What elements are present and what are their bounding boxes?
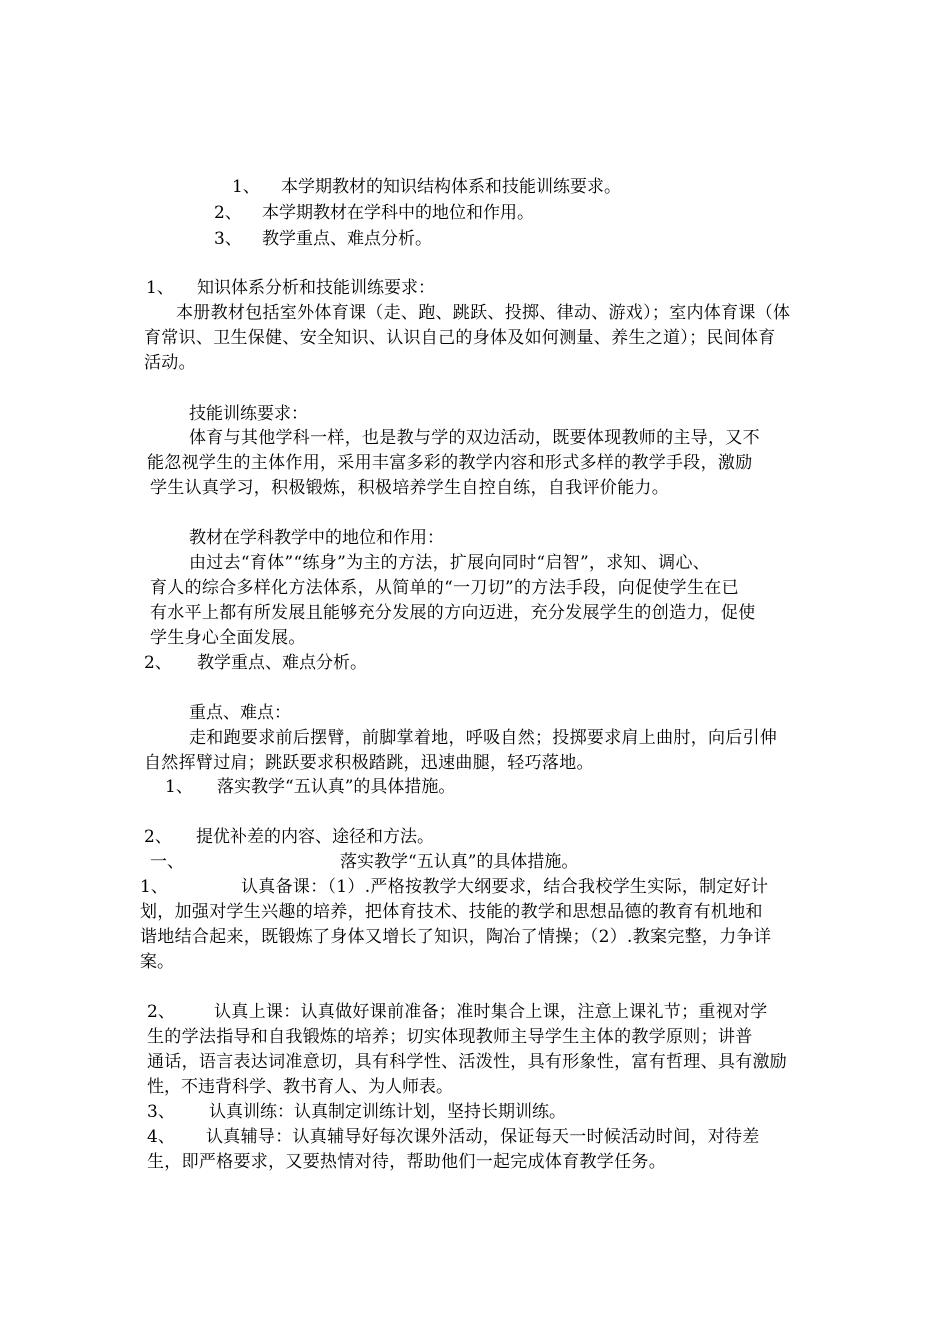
item1-line: 划，加强对学生兴趣的培养，把体育技术、技能的教学和思想品德的教育有机地和	[140, 902, 763, 922]
outline2-item-2-num: 2、	[144, 827, 172, 847]
section1-heading: 知识体系分析和技能训练要求：	[197, 278, 435, 298]
outline-item-3-text: 教学重点、难点分析。	[262, 229, 432, 249]
section2-heading: 教学重点、难点分析。	[197, 653, 367, 673]
item2-line: 认真上课：认真做好课前准备；准时集合上课，注意上课礼节；重视对学	[214, 1002, 768, 1022]
section1-body-line: 本册教材包括室外体育课（走、跑、跳跃、投掷、律动、游戏）；室内体育课（体	[176, 303, 791, 323]
role-line: 育人的综合多样化方法体系，从简单的“一刀切”的方法手段，向促使学生在已	[150, 578, 739, 598]
skill-line: 能忽视学生的主体作用，采用丰富多彩的教学内容和形式多样的教学手段，激励	[147, 453, 753, 473]
skill-heading: 技能训练要求：	[189, 404, 308, 424]
role-line: 由过去“育体”“练身”为主的方法，扩展向同时“启智”，求知、调心、	[189, 553, 711, 573]
outline-item-1-num: 1、	[232, 177, 260, 197]
item3-num: 3、	[147, 1102, 175, 1122]
outline2-item-1-text: 落实教学“五认真”的具体措施。	[217, 777, 456, 797]
item4-num: 4、	[147, 1127, 175, 1147]
section1-num: 1、	[146, 278, 174, 298]
item1-line: 认真备课：（1）.严格按教学大纲要求，结合我校学生实际，制定好计	[241, 877, 769, 897]
role-line: 有水平上都有所发展且能够充分发展的方向迈进，充分发展学生的创造力，促使	[150, 603, 756, 623]
outline-item-1-text: 本学期教材的知识结构体系和技能训练要求。	[281, 177, 621, 197]
item2-line: 性，不违背科学、教书育人、为人师表。	[147, 1077, 453, 1097]
section1-body-line: 育常识、卫生保健、安全知识、认识自己的身体及如何测量、养生之道）；民间体育	[144, 328, 776, 348]
skill-line: 学生认真学习，积极锻炼，积极培养学生自控自练，自我评价能力。	[150, 478, 669, 498]
item4-line: 生，即严格要求，又要热情对待，帮助他们一起完成体育教学任务。	[147, 1152, 666, 1172]
outline-item-2-num: 2、	[214, 203, 242, 223]
role-heading: 教材在学科教学中的地位和作用：	[189, 528, 444, 548]
section1-body-line: 活动。	[144, 353, 196, 373]
outline2-item-1-num: 1、	[165, 777, 193, 797]
item1-line: 案。	[140, 952, 174, 972]
section2-subheading: 重点、难点：	[189, 703, 291, 723]
outline2-item-2-text: 提优补差的内容、途径和方法。	[196, 827, 434, 847]
section2-num: 2、	[144, 653, 172, 673]
item4-line: 认真辅导：认真辅导好每次课外活动，保证每天一时候活动时间，对待差	[206, 1127, 760, 1147]
item1-num: 1、	[140, 877, 168, 897]
section2-body-line: 自然挥臂过肩；跳跃要求积极踏跳，迅速曲腿，轻巧落地。	[144, 753, 594, 773]
outline-item-2-text: 本学期教材在学科中的地位和作用。	[262, 203, 534, 223]
item2-line: 生的学法指导和自我锻炼的培养；切实体现教师主导学生主体的教学原则；讲普	[147, 1027, 753, 1047]
skill-line: 体育与其他学科一样，也是教与学的双边活动，既要体现教师的主导，又不	[189, 428, 760, 448]
outline-item-3-num: 3、	[214, 229, 242, 249]
part1-heading: 落实教学“五认真”的具体措施。	[340, 852, 579, 872]
item2-num: 2、	[147, 1002, 175, 1022]
item2-line: 通话，语言表达词准意切，具有科学性、活泼性，具有形象性，富有哲理、具有激励	[147, 1052, 788, 1072]
part1-num: 一、	[150, 852, 184, 872]
item3-line: 认真训练：认真制定训练计划，坚持长期训练。	[209, 1102, 566, 1122]
section2-body-line: 走和跑要求前后摆臂，前脚掌着地，呼吸自然；投掷要求肩上曲肘，向后引伸	[189, 728, 778, 748]
role-line: 学生身心全面发展。	[150, 628, 306, 648]
item1-line: 谐地结合起来，既锻炼了身体又增长了知识，陶冶了情操；（2）.教案完整，力争详	[140, 927, 772, 947]
